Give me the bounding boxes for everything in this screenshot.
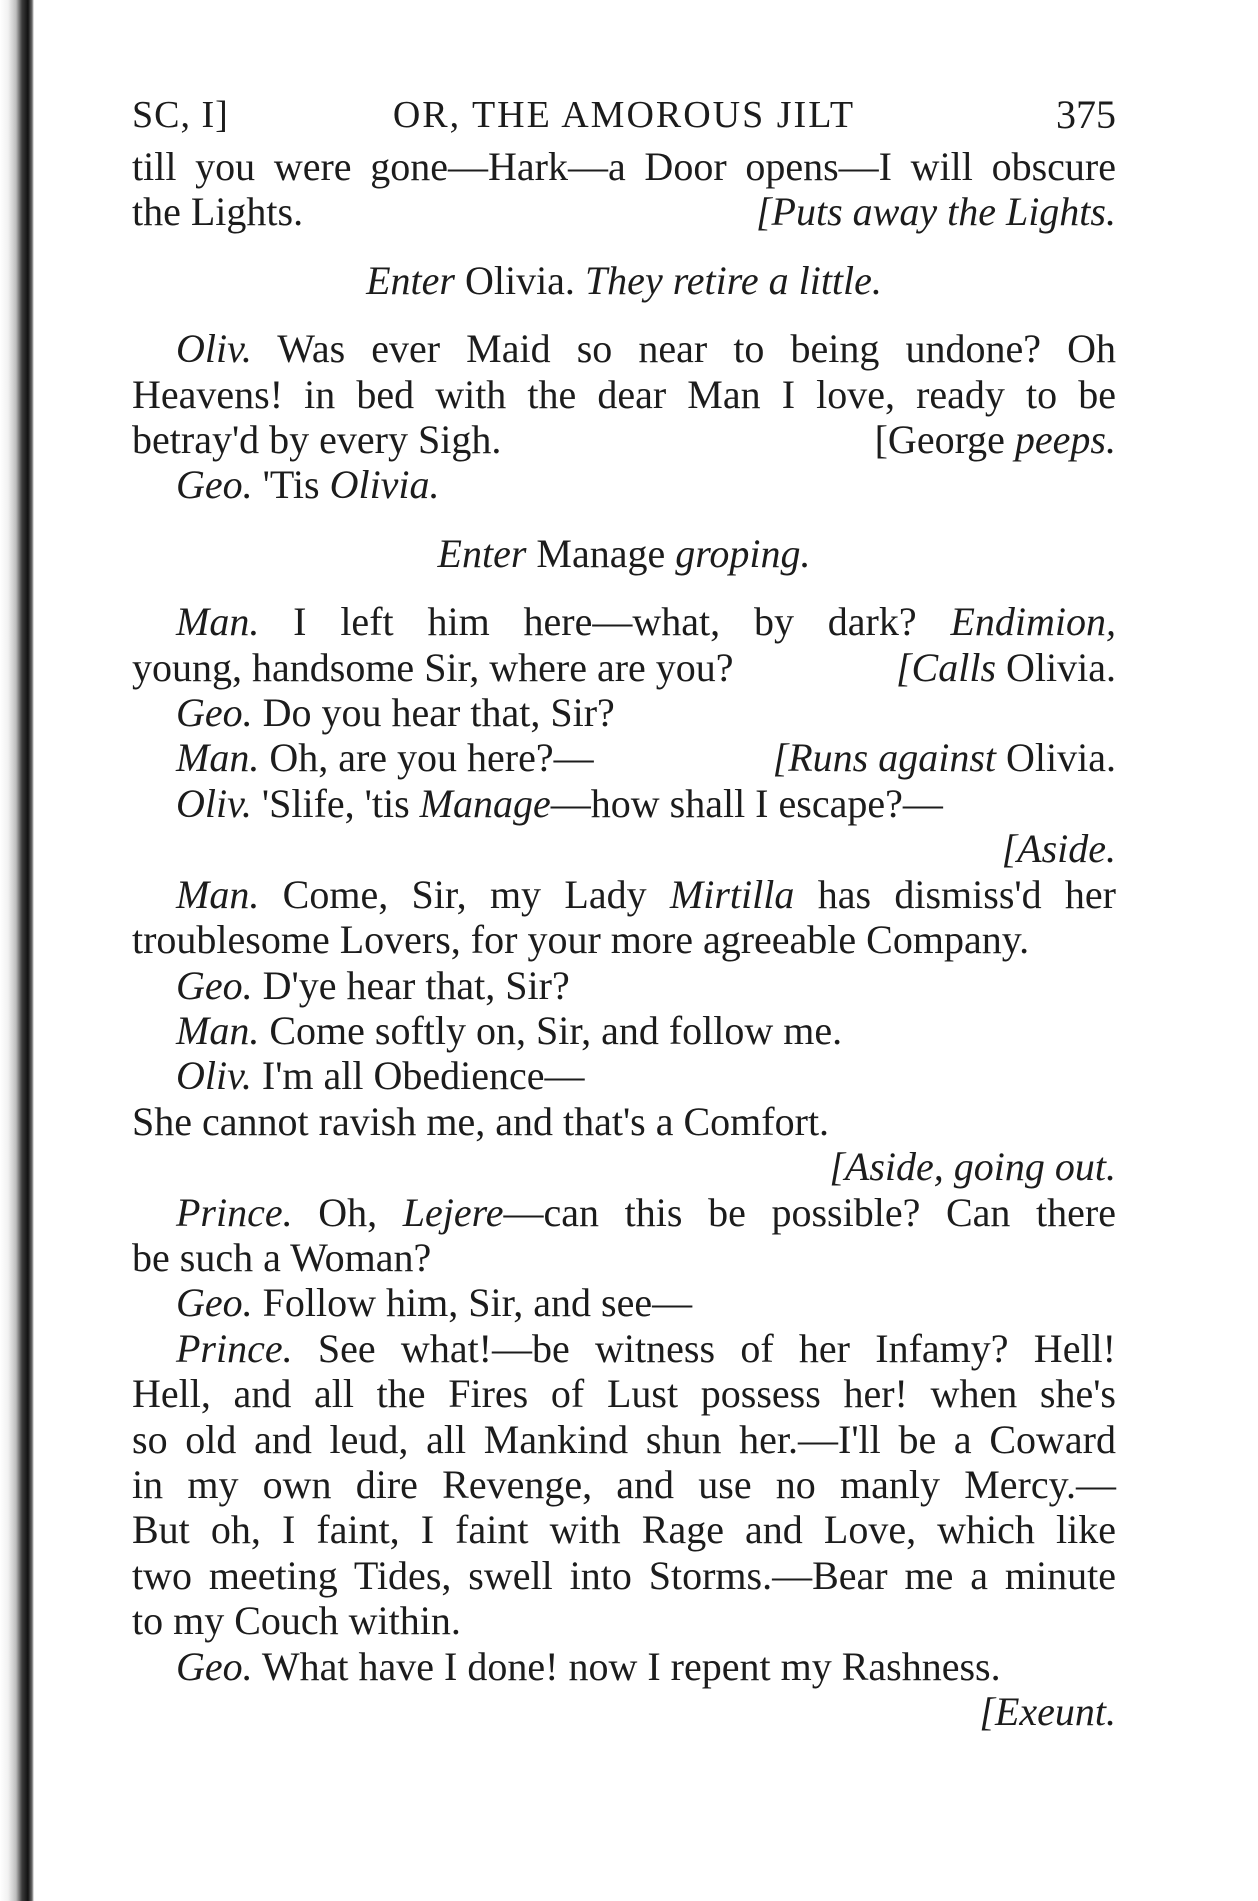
- speech-text: Oh, are you here?—: [259, 735, 594, 781]
- speech-line: [132, 462, 1116, 507]
- line-text: young, handsome Sir, where are you?: [132, 644, 734, 690]
- speech-line: [132, 1644, 1116, 1689]
- speech-text: D'ye hear that, Sir?: [252, 962, 570, 1008]
- book-spine-shadow: [0, 0, 34, 1901]
- speech-line: [132, 735, 1116, 780]
- speaker: Geo.: [176, 962, 253, 1008]
- speech-text: —how shall I escape?—: [550, 780, 943, 826]
- speaker: Man.: [176, 1007, 260, 1053]
- stage-direction: [132, 1689, 1116, 1734]
- sd-word: peeps.: [1014, 417, 1116, 463]
- speaker: Oliv.: [176, 326, 252, 372]
- speech-text: 'Slife, 'tis: [251, 780, 420, 826]
- page-number: 375: [1056, 92, 1116, 137]
- speaker: Man.: [176, 599, 260, 645]
- speech-text: Oh,: [292, 1189, 403, 1235]
- sd-word: [Exeunt.: [979, 1689, 1116, 1734]
- scene-marker: SC, I]: [132, 94, 229, 136]
- character-name: Mirtilla: [669, 871, 795, 917]
- speech-line: [132, 781, 1116, 826]
- speaker: Geo.: [176, 1643, 253, 1689]
- character-name: Manage: [526, 530, 676, 576]
- speech-line: [132, 963, 1116, 1008]
- character-name: [George: [874, 417, 1015, 463]
- speech-line: [132, 1190, 1116, 1235]
- speech-line: [132, 599, 1116, 644]
- character-name: Olivia.: [996, 735, 1116, 781]
- speech-line: [132, 690, 1116, 735]
- speech-text: Come, Sir, my Lady: [259, 871, 670, 917]
- character-name: Olivia.: [329, 462, 440, 508]
- text-line: She cannot ravish me, and that's a Comfort.: [132, 1098, 830, 1144]
- speaker: Geo.: [176, 1280, 253, 1326]
- speech-text: I left him here—what, by dark?: [259, 599, 951, 645]
- text-line: be such a Woman?: [132, 1234, 432, 1280]
- text-line: [132, 645, 1116, 690]
- character-name: Olivia.: [996, 644, 1116, 690]
- stage-direction: [773, 735, 1116, 780]
- speech-text: See what!—be witness of her Infamy? Hell!: [292, 1325, 1116, 1371]
- sd-word: Enter: [437, 530, 527, 576]
- text-line: Hell, and all the Fires of Lust possess her! when she's: [132, 1371, 1116, 1417]
- speech-line: [132, 326, 1116, 371]
- speaker: Oliv.: [176, 780, 252, 826]
- sd-word: [Calls: [895, 644, 997, 690]
- line-text: betray'd by every Sigh.: [132, 417, 502, 463]
- speech-line: [132, 1280, 1116, 1325]
- speech-text: has dismiss'd her: [794, 871, 1116, 917]
- speech-text: 'Tis: [252, 462, 330, 508]
- speech-text: Follow him, Sir, and see—: [252, 1280, 693, 1326]
- text-line: [132, 417, 1116, 462]
- text-line: in my own dire Revenge, and use no manly Mercy.—: [132, 1461, 1116, 1507]
- speech-text: Was ever Maid so near to being undone? Oh: [251, 326, 1116, 372]
- speech-left: [176, 735, 594, 780]
- sd-word: Enter: [366, 257, 455, 303]
- text-line: to my Couch within.: [132, 1598, 461, 1644]
- text-line: But oh, I faint, I faint with Rage and Love, which like: [132, 1507, 1116, 1553]
- speech-line: [132, 1008, 1116, 1053]
- text-line: two meeting Tides, swell into Storms.—Bear me a minute: [132, 1552, 1116, 1598]
- book-page: [132, 86, 1116, 1734]
- speaker: Geo.: [176, 690, 253, 736]
- character-name: Olivia.: [454, 257, 585, 303]
- stage-direction: [132, 1144, 1116, 1189]
- line-text: the Lights.: [132, 189, 304, 235]
- speech-text: What have I done! now I repent my Rashness.: [252, 1643, 1001, 1689]
- text-line: so old and leud, all Mankind shun her.—I'll be a Coward: [132, 1416, 1116, 1462]
- sd-word: [Runs against: [772, 735, 997, 781]
- character-name: Lejere: [402, 1189, 504, 1235]
- speaker: Prince.: [176, 1189, 293, 1235]
- speech-text: Come softly on, Sir, and follow me.: [259, 1007, 843, 1053]
- stage-direction: [132, 826, 1116, 871]
- character-name: Manage: [419, 780, 551, 826]
- sd-word: They retire a little.: [584, 257, 882, 303]
- speech-text: —can this be possible? Can there: [503, 1189, 1116, 1235]
- text-line: [132, 189, 1116, 234]
- speech-line: [132, 1053, 1116, 1098]
- running-title: OR, THE AMOROUS JILT: [392, 94, 856, 136]
- running-header: [132, 86, 1116, 144]
- text-line: troublesome Lovers, for your more agreeable Company.: [132, 917, 1030, 963]
- speaker: Man.: [176, 871, 260, 917]
- text-line: till you were gone—Hark—a Door opens—I will obscure: [132, 144, 1116, 189]
- speaker: Oliv.: [176, 1053, 252, 1099]
- stage-direction: [896, 645, 1116, 690]
- sd-word: [Aside.: [1001, 826, 1116, 872]
- speech-text: I'm all Obedience—: [251, 1053, 585, 1099]
- stage-direction-enter: [132, 531, 1116, 576]
- stage-direction-enter: [132, 258, 1116, 303]
- speech-text: Do you hear that, Sir?: [252, 690, 615, 736]
- speaker: Man.: [176, 735, 260, 781]
- sd-word: [Aside, going out.: [829, 1144, 1116, 1190]
- stage-direction: [Puts away the Lights.: [755, 189, 1116, 235]
- speaker: Geo.: [176, 462, 253, 508]
- sd-word: groping.: [675, 530, 811, 576]
- speech-line: [132, 872, 1116, 917]
- speech-line: [132, 1326, 1116, 1371]
- speaker: Prince.: [176, 1325, 293, 1371]
- stage-direction: [875, 417, 1116, 462]
- text-line: Heavens! in bed with the dear Man I love, ready to be: [132, 371, 1116, 417]
- character-name: Endimion,: [950, 599, 1116, 645]
